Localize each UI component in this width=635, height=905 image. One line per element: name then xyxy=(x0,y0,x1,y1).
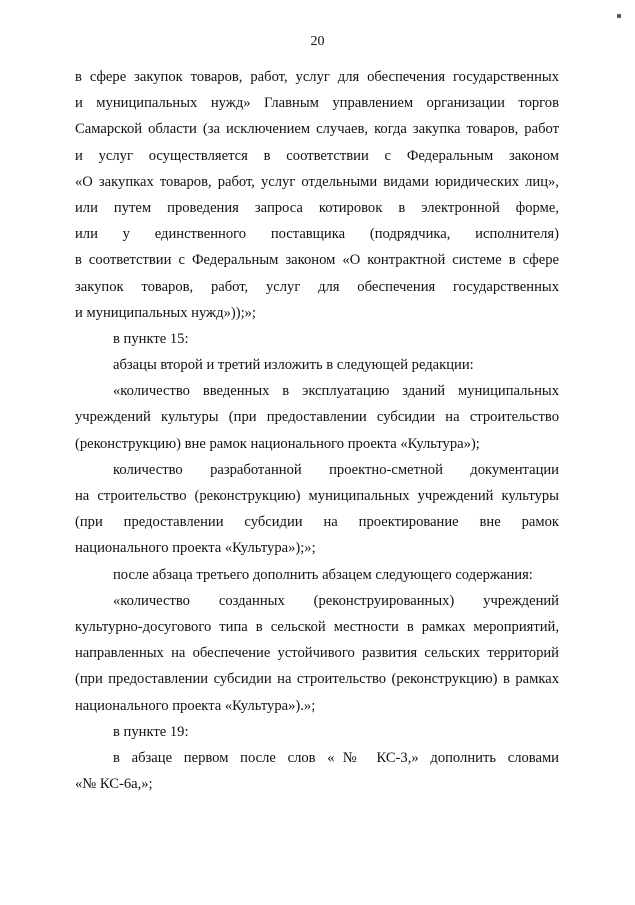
scan-mark xyxy=(617,14,621,18)
text-line: и услуг осуществляется в соответствии с Федеральным законом xyxy=(75,147,559,164)
text-line: или у единственного поставщика (подрядчика, исполнителя) xyxy=(75,226,559,243)
text-line: направленных на обеспечение устойчивого развития сельских территорий xyxy=(75,645,559,662)
text-line: «№ КС-6а,»; xyxy=(75,776,153,793)
text-line: (при предоставлении субсидии на строительство (реконструкцию) в рамках xyxy=(75,671,559,688)
text-line: в пункте 19: xyxy=(113,723,189,740)
text-line: и муниципальных нужд» Главным управлением организации торгов xyxy=(75,95,559,112)
text-line: абзацы второй и третий изложить в следующей редакции: xyxy=(113,357,474,374)
text-line: учреждений культуры (при предоставлении субсидии на строительство xyxy=(75,409,559,426)
text-line: Самарской области (за исключением случаев, когда закупка товаров, работ xyxy=(75,121,559,138)
text-line: в сфере закупок товаров, работ, услуг для обеспечения государственных xyxy=(75,69,559,85)
text-line: в соответствии с Федеральным законом «О контрактной системе в сфере xyxy=(75,252,559,269)
text-line: на строительство (реконструкцию) муниципальных учреждений культуры xyxy=(75,488,559,504)
text-line: или путем проведения запроса котировок в электронной форме, xyxy=(75,199,559,216)
text-line: закупок товаров, работ, услуг для обеспечения государственных xyxy=(75,278,559,295)
page-number: 20 xyxy=(310,34,325,49)
text-line: в пункте 15: xyxy=(113,330,189,347)
text-line: «О закупках товаров, работ, услуг отдельными видами юридических лиц», xyxy=(75,173,559,190)
text-line: культурно-досугового типа в сельской местности в рамках мероприятий, xyxy=(75,618,559,635)
text-line: в абзаце первом после слов «№ КС-3,» дополнить словами xyxy=(113,749,559,766)
text-line: «количество созданных (реконструированных) учреждений xyxy=(113,592,559,609)
text-line: (при предоставлении субсидии на проектирование вне рамок xyxy=(75,514,559,531)
text-line: (реконструкцию) вне рамок национального проекта «Культура»); xyxy=(75,435,480,452)
document-body xyxy=(75,64,559,797)
text-line: после абзаца третьего дополнить абзацем следующего содержания: xyxy=(113,566,533,583)
text-line: «количество введенных в эксплуатацию зданий муниципальных xyxy=(113,383,559,400)
text-line: национального проекта «Культура»);»; xyxy=(75,540,316,557)
text-line: количество разработанной проектно-сметной документации xyxy=(113,461,559,478)
text-line: и муниципальных нужд»));»; xyxy=(75,304,256,321)
text-line: национального проекта «Культура»).»; xyxy=(75,697,316,714)
